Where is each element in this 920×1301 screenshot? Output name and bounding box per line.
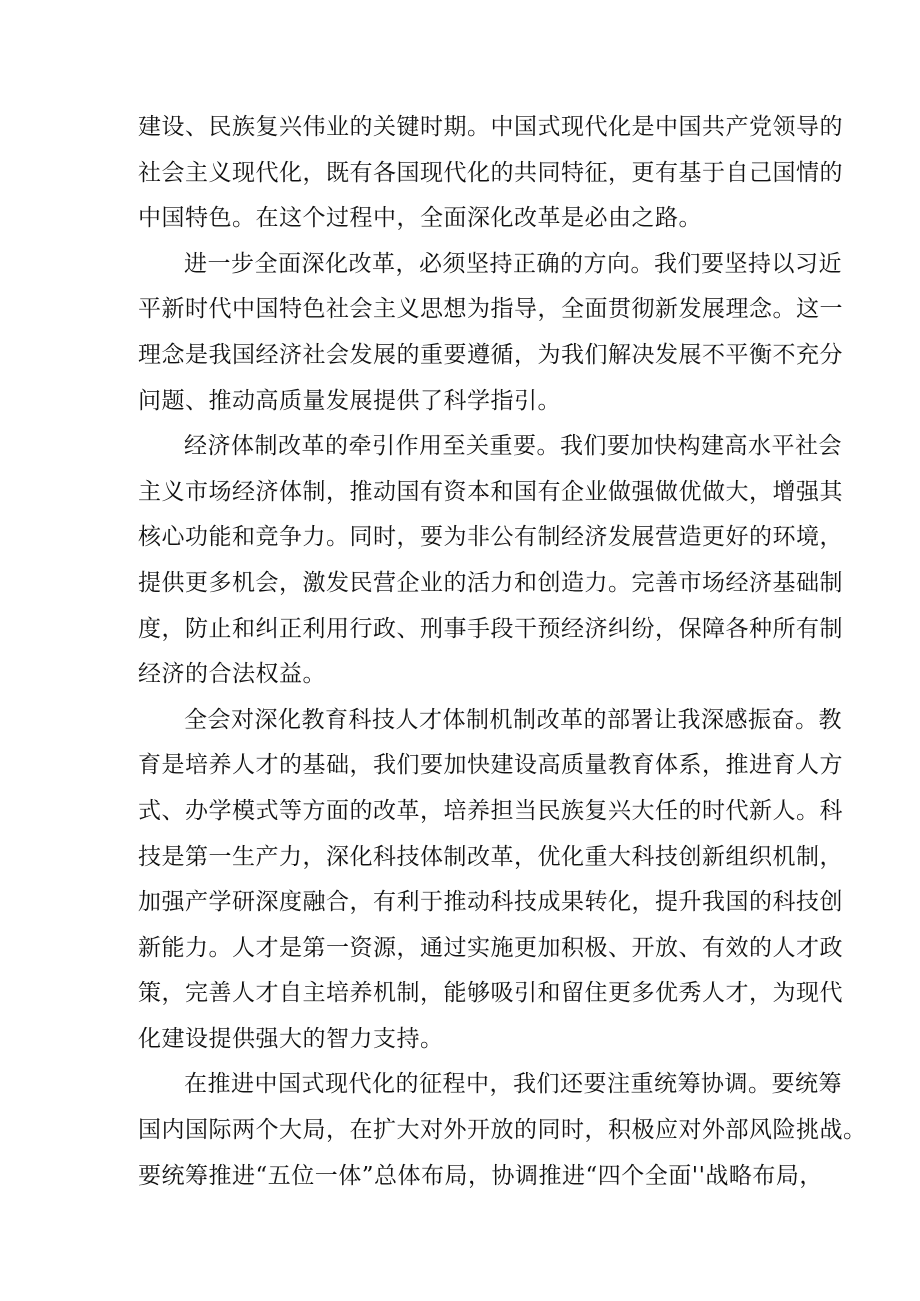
text-line: 平新时代中国特色社会主义思想为指导，全面贯彻新发展理念。这一 [138, 296, 843, 323]
text-line: 建设、民族复兴伟业的关键时期。中国式现代化是中国共产党领导的 [138, 114, 843, 140]
text-line: 在推进中国式现代化的征程中，我们还要注重统筹协调。要统筹 [184, 1071, 842, 1098]
text-line: 度，防止和纠正利用行政、刑事手段干预经济纠纷，保障各种所有制 [138, 615, 843, 642]
text-line: 中国特色。在这个过程中，全面深化改革是必由之路。 [138, 205, 702, 232]
text-line: 式、办学模式等方面的改革，培养担当民族复兴大任的时代新人。科 [138, 797, 843, 824]
text-line: 策，完善人才自主培养机制，能够吸引和留住更多优秀人才，为现代 [138, 980, 843, 1007]
text-line: 社会主义现代化，既有各国现代化的共同特征，更有基于自己国情的 [138, 159, 843, 186]
text-line: 加强产学研深度融合，有利于推动科技成果转化，提升我国的科技创 [138, 889, 843, 916]
body-text [138, 105, 867, 1199]
text-line: 主义市场经济体制，推动国有资本和国有企业做强做优做大，增强其 [138, 478, 843, 505]
text-line: 核心功能和竞争力。同时，要为非公有制经济发展营造更好的环境， [138, 524, 843, 551]
text-line: 提供更多机会，激发民营企业的活力和创造力。完善市场经济基础制 [138, 569, 843, 596]
text-line: 问题、推动高质量发展提供了科学指引。 [138, 387, 561, 414]
text-line: 全会对深化教育科技人才体制机制改革的部署让我深感振奋。教 [184, 706, 842, 733]
text-line: 技是第一生产力，深化科技体制改革，优化重大科技创新组织机制， [138, 843, 843, 870]
text-line: 国内国际两个大局，在扩大对外开放的同时，积极应对外部风险挑战。 [138, 1117, 867, 1144]
text-line: 化建设提供强大的智力支持。 [138, 1025, 444, 1052]
text-line: 进一步全面深化改革，必须坚持正确的方向。我们要坚持以习近 [184, 250, 842, 277]
text-line: 新能力。人才是第一资源，通过实施更加积极、开放、有效的人才政 [138, 934, 843, 961]
text-line: 育是培养人才的基础，我们要加快建设高质量教育体系，推进育人方 [138, 752, 843, 779]
text-line: 经济的合法权益。 [138, 661, 326, 688]
text-line: 经济体制改革的牵引作用至关重要。我们要加快构建高水平社会 [184, 433, 842, 460]
text-line: 理念是我国经济社会发展的重要遵循，为我们解决发展不平衡不充分 [138, 341, 843, 368]
text-line: 要统筹推进“五位一体”总体布局，协调推进“四个全面''战略布局， [138, 1162, 823, 1189]
